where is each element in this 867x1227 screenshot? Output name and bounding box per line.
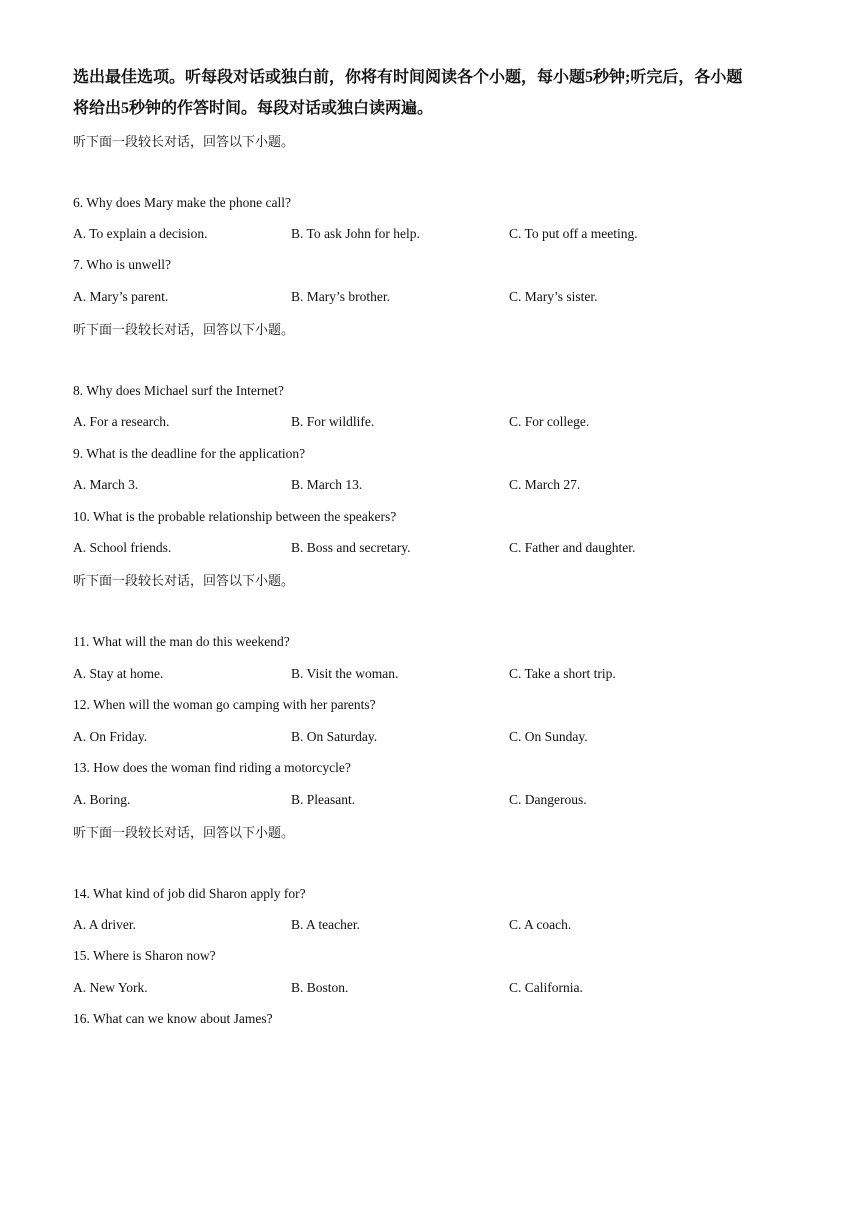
option-c: C. Take a short trip. bbox=[509, 666, 616, 681]
option-b: B. Mary’s brother. bbox=[291, 289, 390, 304]
option-b: B. Boss and secretary. bbox=[291, 540, 411, 555]
option-c: C. On Sunday. bbox=[509, 729, 588, 744]
option-a: A. On Friday. bbox=[73, 729, 148, 744]
option-c: C. A coach. bbox=[509, 917, 572, 932]
option-a: A. School friends. bbox=[73, 540, 172, 555]
option-b: B. Pleasant. bbox=[291, 792, 356, 807]
question-text: 10. What is the probable relationship between the speakers? bbox=[73, 509, 397, 524]
question-text: 9. What is the deadline for the application? bbox=[73, 446, 306, 461]
question-text: 14. What kind of job did Sharon apply for? bbox=[73, 886, 306, 901]
option-a: A. Stay at home. bbox=[73, 666, 164, 681]
intro-instructions: 选出最佳选项。听每段对话或独白前，你将有时间阅读各个小题，每小题5秒钟;听完后，各小题将给出5秒钟的作答时间。每段对话或独白读两遍。 bbox=[73, 69, 743, 117]
option-b: B. Visit the woman. bbox=[291, 666, 399, 681]
question-text: 12. When will the woman go camping with her parents? bbox=[73, 697, 376, 712]
option-a: A. A driver. bbox=[73, 917, 136, 932]
question-text: 6. Why does Mary make the phone call? bbox=[73, 195, 291, 210]
section-instruction: 听下面一段较长对话，回答以下小题。 bbox=[73, 134, 295, 149]
option-a: A. March 3. bbox=[73, 477, 139, 492]
section-instruction: 听下面一段较长对话，回答以下小题。 bbox=[73, 825, 295, 840]
option-c: C. March 27. bbox=[509, 477, 581, 492]
option-c: C. Father and daughter. bbox=[509, 540, 636, 555]
question-text: 11. What will the man do this weekend? bbox=[73, 634, 290, 649]
option-c: C. For college. bbox=[509, 414, 590, 429]
option-b: B. Boston. bbox=[291, 980, 349, 995]
option-a: A. For a research. bbox=[73, 414, 170, 429]
question-text: 8. Why does Michael surf the Internet? bbox=[73, 383, 284, 398]
section-instruction: 听下面一段较长对话，回答以下小题。 bbox=[73, 573, 295, 588]
option-a: A. Mary’s parent. bbox=[73, 289, 169, 304]
option-c: C. Mary’s sister. bbox=[509, 289, 598, 304]
option-a: A. New York. bbox=[73, 980, 148, 995]
option-b: B. For wildlife. bbox=[291, 414, 375, 429]
question-text: 7. Who is unwell? bbox=[73, 257, 171, 272]
option-c: C. Dangerous. bbox=[509, 792, 587, 807]
option-a: A. Boring. bbox=[73, 792, 131, 807]
question-text: 15. Where is Sharon now? bbox=[73, 948, 216, 963]
question-text: 13. How does the woman find riding a motorcycle? bbox=[73, 760, 351, 775]
option-c: C. To put off a meeting. bbox=[509, 226, 638, 241]
option-b: B. March 13. bbox=[291, 477, 363, 492]
question-text: 16. What can we know about James? bbox=[73, 1011, 273, 1026]
option-b: B. To ask John for help. bbox=[291, 226, 420, 241]
option-a: A. To explain a decision. bbox=[73, 226, 208, 241]
section-instruction: 听下面一段较长对话，回答以下小题。 bbox=[73, 322, 295, 337]
option-c: C. California. bbox=[509, 980, 583, 995]
option-b: B. On Saturday. bbox=[291, 729, 378, 744]
option-b: B. A teacher. bbox=[291, 917, 360, 932]
